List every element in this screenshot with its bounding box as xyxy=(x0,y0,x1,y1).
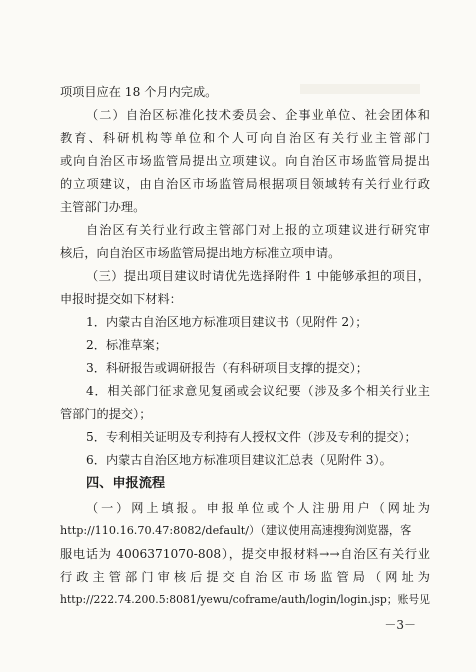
text-line-4: 或向自治区市场监管局提出立项建议。向自治区市场监管局提出 xyxy=(60,154,430,168)
text-line-22: 行政主管部门审核后提交自治区市场监管局（网址为 xyxy=(60,570,430,584)
text-line-5: 的立项建议，由自治区市场监管局根据项目领域转有关行业行政 xyxy=(60,177,430,191)
text-line-6: 主管部门办理。 xyxy=(60,200,146,214)
list-item-6: 6．内蒙古自治区地方标准项目建议汇总表（见附件 3）。 xyxy=(86,453,392,467)
text-line-3: 教育、科研机构等单位和个人可向自治区有关行业主管部门 xyxy=(60,131,430,145)
text-line-21: 服电话为 4006371070-808），提交申报材料→→自治区有关行业 xyxy=(60,547,430,561)
text-line-19: （一）网上填报。申报单位或个人注册用户（网址为 xyxy=(86,501,430,515)
list-item-2: 2．标准草案； xyxy=(86,338,167,352)
text-line-23: http://222.74.200.5:8081/yewu/coframe/auth/login/login.jsp；账号见 xyxy=(60,593,430,606)
list-item-5: 5．专利相关证明及专利持有人授权文件（涉及专利的提交）； xyxy=(86,430,417,444)
text-line-1: 项项目应在 18 个月内完成。 xyxy=(60,85,218,99)
text-line-8: 核后，向自治区市场监管局提出地方标准立项申请。 xyxy=(60,246,341,260)
text-line-10: 申报时提交如下材料： xyxy=(60,292,182,306)
list-item-3: 3．科研报告或调研报告（有科研项目支撑的提交）； xyxy=(86,361,368,375)
list-item-4: 4．相关部门征求意见复函或会议纪要（涉及多个相关行业主 xyxy=(86,384,430,398)
text-line-7: 自治区有关行业行政主管部门对上报的立项建议进行研究审 xyxy=(86,223,430,237)
section-heading: 四、申报流程 xyxy=(86,476,166,491)
text-line-9: （三）提出项目建议时请优先选择附件 1 中能够承担的项目， xyxy=(86,269,430,283)
text-line-20: http://110.16.70.47:8082/default/）（建议使用高速搜狗浏览器，客 xyxy=(60,524,412,537)
page-number: －3－ xyxy=(384,618,416,632)
list-item-1: 1．内蒙古自治区地方标准项目建议书（见附件 2）； xyxy=(86,315,368,329)
text-line-2: （二）自治区标准化技术委员会、企事业单位、社会团体和 xyxy=(86,108,430,122)
list-item-4-cont: 管部门的提交）； xyxy=(60,407,152,421)
